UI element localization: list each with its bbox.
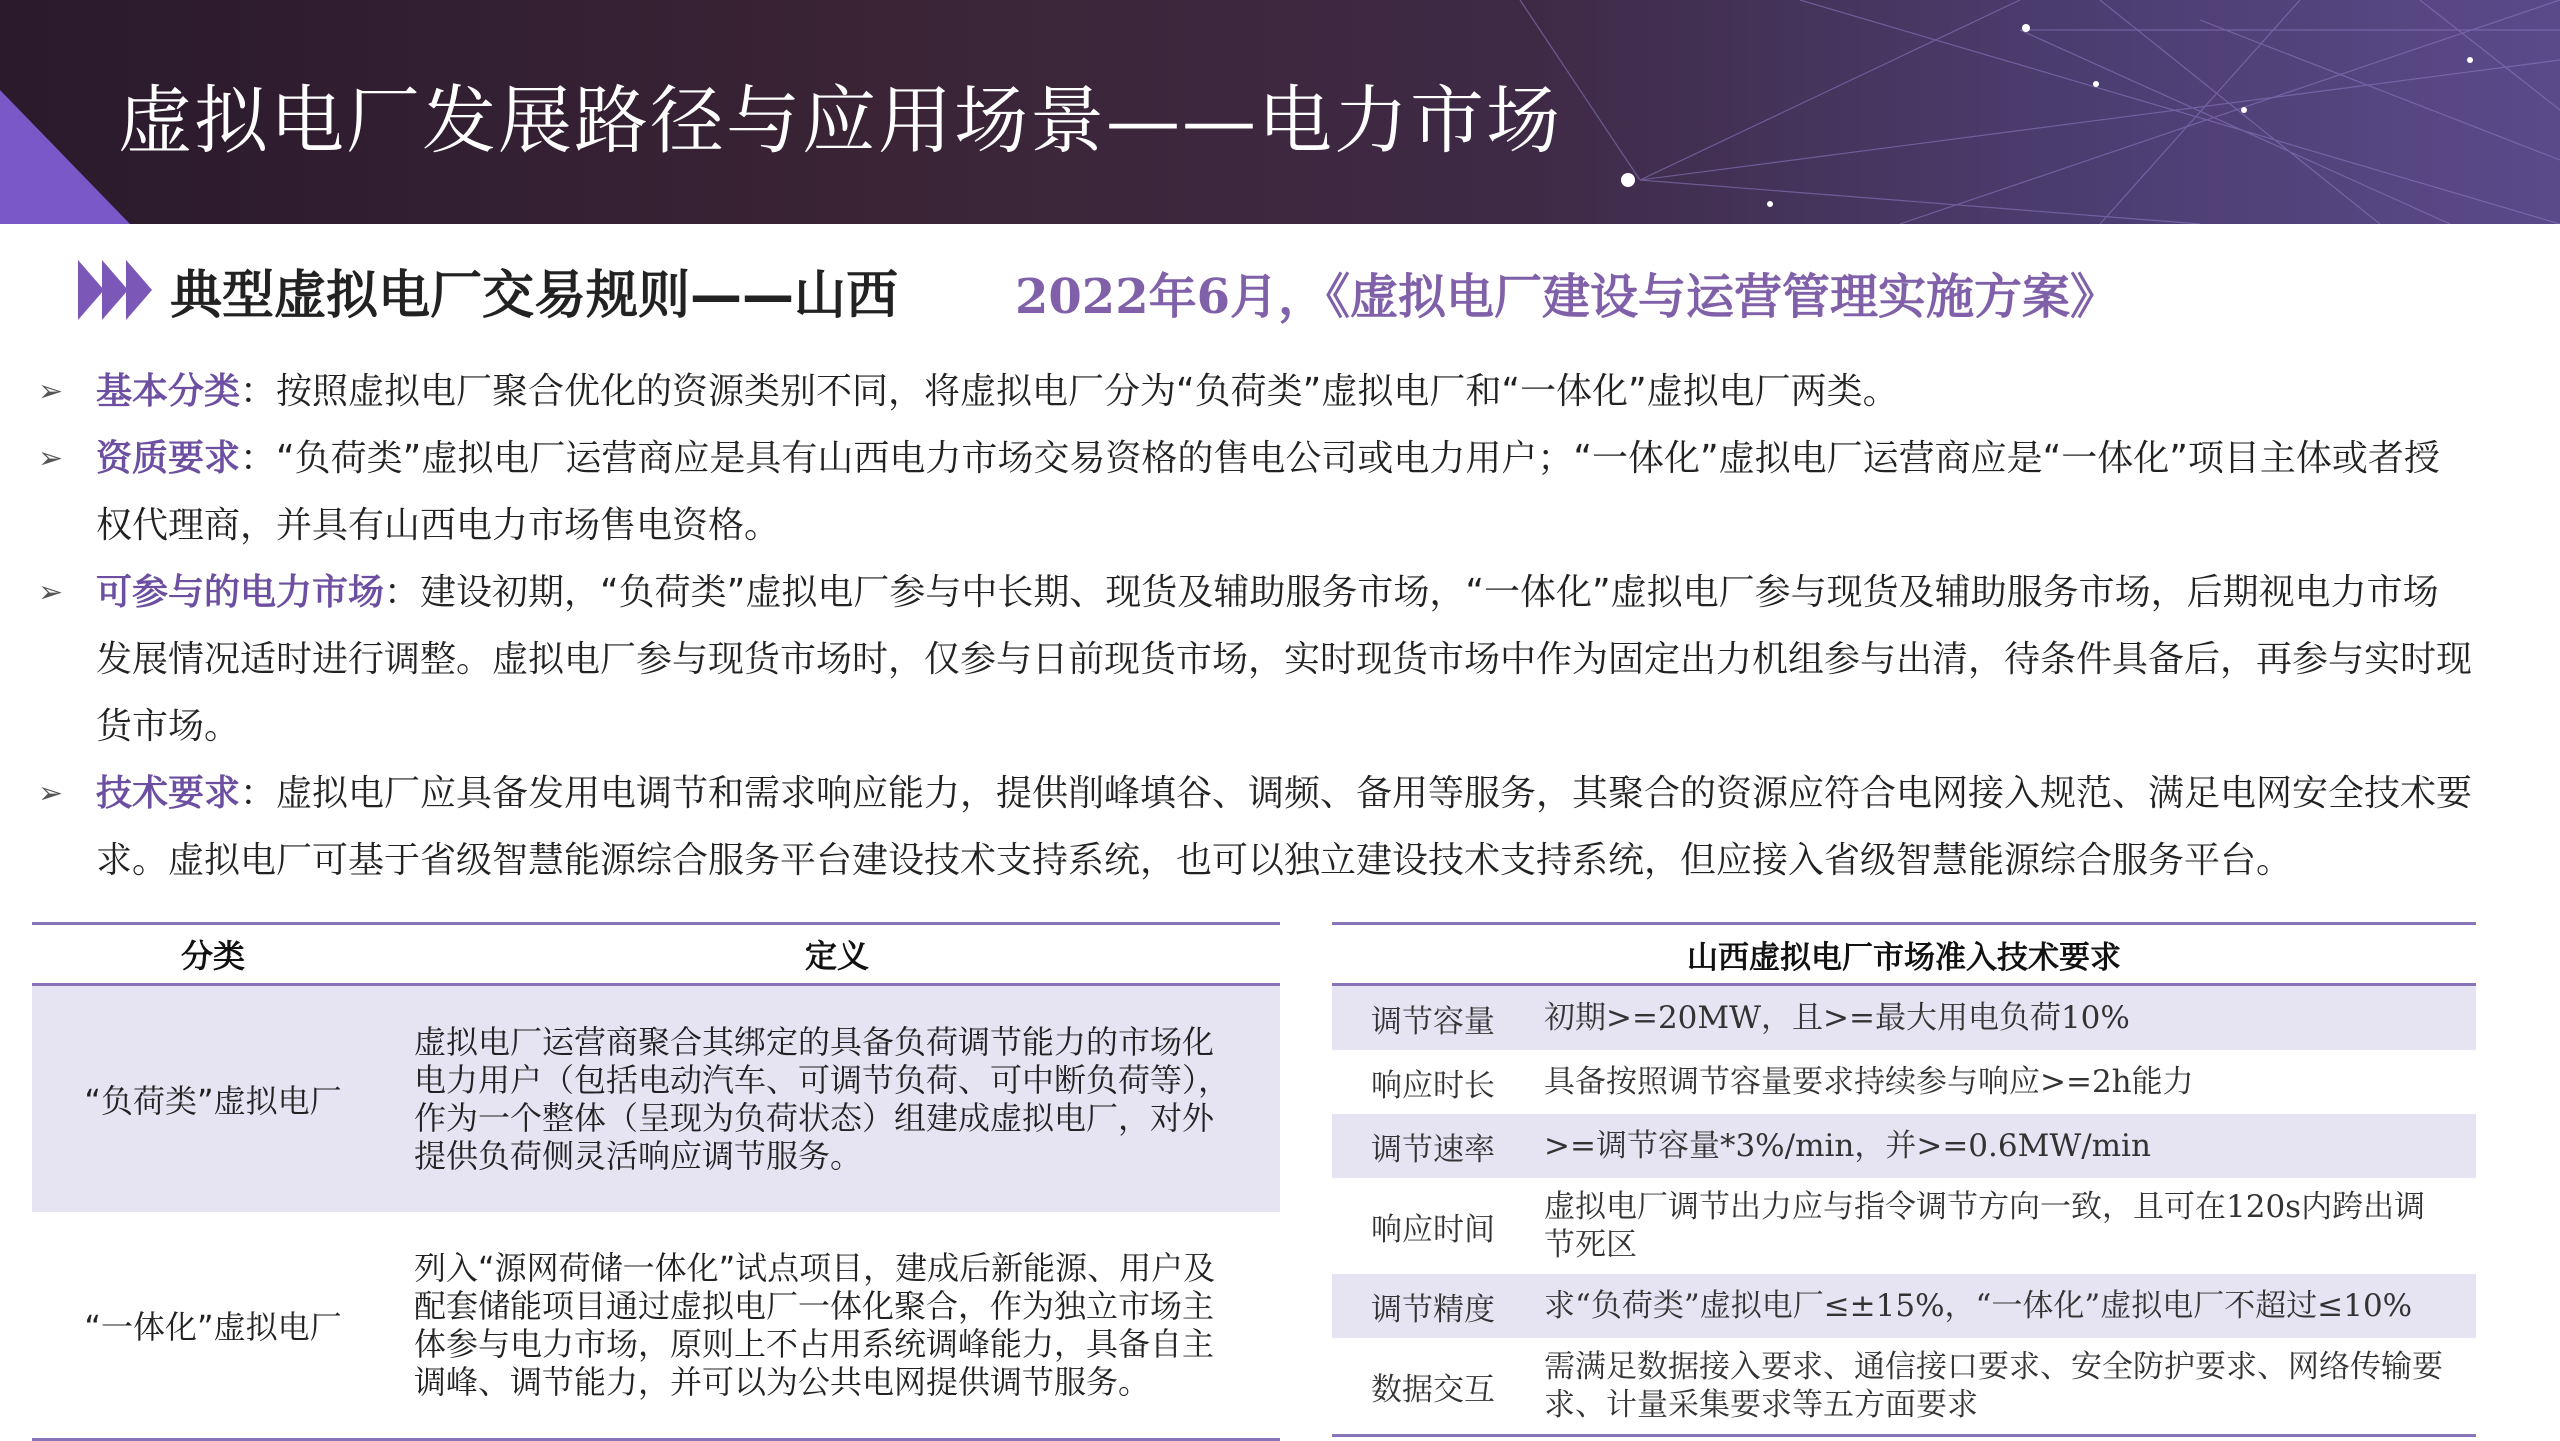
bullet-text: ：建设初期，“负荷类”虚拟电厂参与中长期、现货及辅助服务市场，“一体化”虚拟电厂参与现货及辅助服务市场，后期视电力市场发展情况适时进行调整。虚拟电厂参与现货市场时，仅参与日前现货市场，实时现货市场中作为固定出力机组参与出清，待条件具备后，再参与实时现货市场。 (96, 572, 2473, 747)
vpp-category-table (32, 922, 1280, 1441)
requirement-value: 需满足数据接入要求、通信接口要求、安全防护要求、网络传输要求、计量采集要求等五方面要求 (1534, 1338, 2476, 1436)
arrow-bullet-icon: ➢ (38, 374, 64, 409)
bullet-key: 技术要求 (96, 773, 241, 814)
slide-title: 虚拟电厂发展路径与应用场景——电力市场 (118, 78, 1562, 164)
requirement-value: 具备按照调节容量要求持续参与响应>=2h能力 (1544, 1064, 2194, 1100)
table-row (32, 1212, 1280, 1440)
definition-cell: 虚拟电厂运营商聚合其绑定的具备负荷调节能力的市场化电力用户（包括电动汽车、可调节负荷、可中断负荷等），作为一个整体（呈现为负荷状态）组建成虚拟电厂，对外提供负荷侧灵活响应调节服务。 (394, 985, 1280, 1213)
requirement-value: 初期>=20MW，且>=最大用电负荷10% (1534, 985, 2476, 1051)
bullet-key: 基本分类 (96, 371, 241, 412)
requirement-key: 响应时间 (1371, 1211, 1495, 1248)
table-row (1332, 1050, 2476, 1114)
column-header: 分类 (32, 924, 394, 985)
table-row (1332, 1338, 2476, 1436)
bullet-item (34, 358, 2474, 425)
requirement-key: 响应时长 (1371, 1067, 1495, 1104)
section-title: 典型虚拟电厂交易规则——山西 (170, 265, 899, 326)
bullet-text: ：“负荷类”虚拟电厂运营商应是具有山西电力市场交易资格的售电公司或电力用户；“一体化”虚拟电厂运营商应是“一体化”项目主体或者授权代理商，并具有山西电力市场售电资格。 (96, 438, 2440, 546)
requirement-key: 调节精度 (1332, 1274, 1534, 1338)
requirement-value: 求“负荷类”虚拟电厂≤±15%，“一体化”虚拟电厂不超过≤10% (1534, 1274, 2476, 1338)
definition-cell: 列入“源网荷储一体化”试点项目，建成后新能源、用户及配套储能项目通过虚拟电厂一体化聚合，作为独立市场主体参与电力市场，原则上不占用系统调峰能力，具备自主调峰、调节能力，并可以为公共电网提供调节服务。 (394, 1212, 1280, 1440)
category-cell: “负荷类”虚拟电厂 (32, 985, 394, 1213)
column-header: 定义 (394, 924, 1280, 985)
section-subtitle: 2022年6月，《虚拟电厂建设与运营管理实施方案》 (1015, 269, 2118, 325)
bullet-text: ：虚拟电厂应具备发用电调节和需求响应能力，提供削峰填谷、调频、备用等服务，其聚合的资源应符合电网接入规范、满足电网安全技术要求。虚拟电厂可基于省级智慧能源综合服务平台建设技术支持系统，也可以独立建设技术支持系统，但应接入省级智慧能源综合服务平台。 (96, 773, 2473, 881)
requirement-value: >=调节容量*3%/min，并>=0.6MW/min (1534, 1114, 2476, 1178)
bullet-text: ：按照虚拟电厂聚合优化的资源类别不同，将虚拟电厂分为“负荷类”虚拟电厂和“一体化”虚拟电厂两类。 (240, 371, 1899, 412)
triple-chevron-icon (78, 260, 150, 320)
header-banner (0, 0, 2560, 224)
requirement-key: 调节容量 (1332, 985, 1534, 1051)
table-row (1332, 1274, 2476, 1338)
table-row (1332, 1114, 2476, 1178)
requirement-key: 调节速率 (1332, 1114, 1534, 1178)
bullet-list (34, 358, 2474, 894)
table-row (32, 985, 1280, 1213)
bullet-item (34, 559, 2474, 760)
requirement-key: 数据交互 (1332, 1338, 1534, 1436)
bullet-item (34, 760, 2474, 894)
table-row (1332, 985, 2476, 1051)
arrow-bullet-icon: ➢ (38, 575, 64, 610)
section-header (78, 250, 898, 330)
bullet-item (34, 425, 2474, 559)
arrow-bullet-icon: ➢ (38, 441, 64, 476)
bullet-key: 可参与的电力市场 (96, 572, 385, 613)
requirement-value: 虚拟电厂调节出力应与指令调节方向一致，且可在120s内跨出调节死区 (1544, 1189, 2426, 1263)
category-cell: “一体化”虚拟电厂 (32, 1212, 394, 1440)
bullet-key: 资质要求 (96, 438, 241, 479)
tech-requirements-table (1332, 922, 2476, 1437)
arrow-bullet-icon: ➢ (38, 776, 64, 811)
table-header: 山西虚拟电厂市场准入技术要求 (1332, 924, 2476, 985)
table-row (1332, 1178, 2476, 1274)
